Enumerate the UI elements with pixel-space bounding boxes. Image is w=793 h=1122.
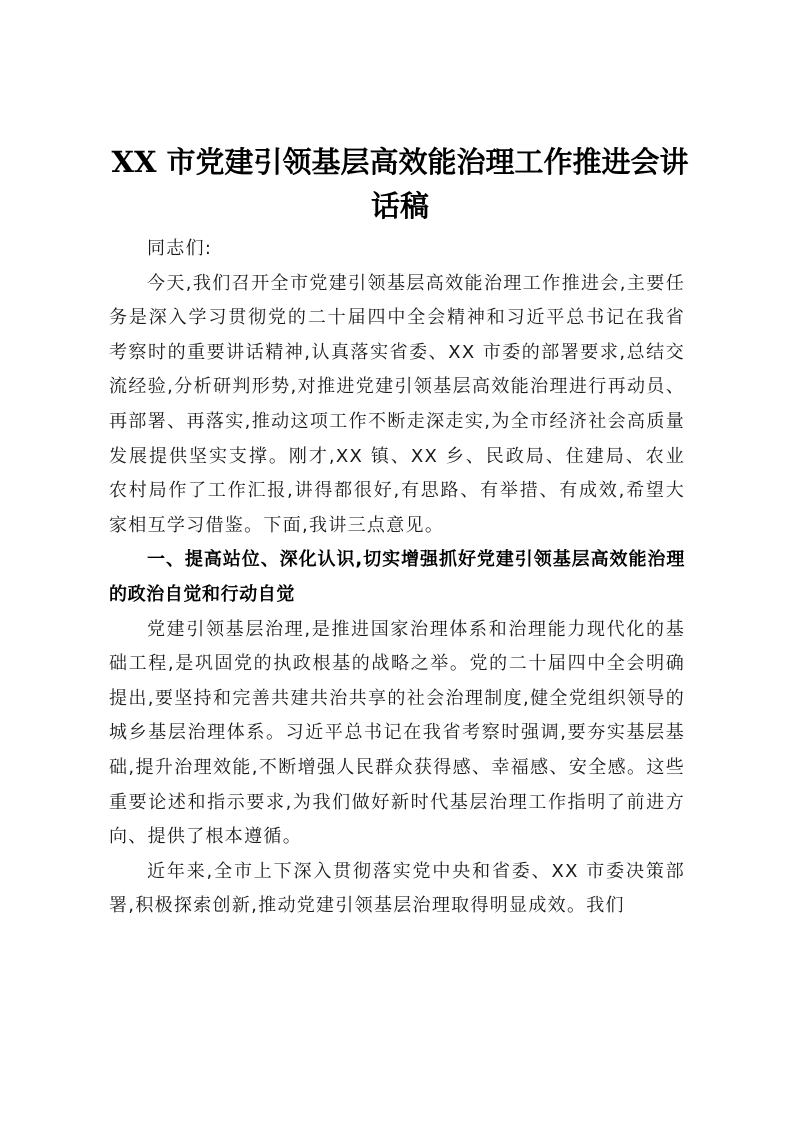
document-body	[109, 232, 685, 924]
body-paragraph: 党建引领基层治理,是推进国家治理体系和治理能力现代化的基础工程,是巩固党的执政根基的战略之举。党的二十届四中全会明确提出,要坚持和完善共建共治共享的社会治理制度,健全党组织领导的城乡基层治理体系。习近平总书记在我省考察时强调,要夯实基层基础,提升治理效能,不断增强人民群众获得感、幸福感、安全感。这些重要论述和指示要求,为我们做好新时代基层治理工作指明了前进方向、提供了根本遵循。	[109, 618, 685, 848]
section-heading: 一、提高站位、深化认识,切实增强抓好党建引领基层高效能治理的政治自觉和行动自觉	[109, 549, 685, 605]
document-title: XX 市党建引领基层高效能治理工作推进会讲话稿	[111, 145, 689, 223]
salutation: 同志们:	[147, 238, 213, 259]
body-paragraph: 今天,我们召开全市党建引领基层高效能治理工作推进会,主要任务是深入学习贯彻党的二十届四中全会精神和习近平总书记在我省考察时的重要讲话精神,认真落实省委、XX 市委的部署要求,总结交流经验,分析研判形势,对推进党建引领基层高效能治理进行再动员、再部署、再落实,推动这项工作不断走深走实,为全市经济社会高质量发展提供坚实支撑。刚才,XX 镇、XX 乡、民政局、住建局、农业农村局作了工作汇报,讲得都很好,有思路、有举措、有成效,希望大家相互学习借鉴。下面,我讲三点意见。	[109, 272, 685, 536]
body-paragraph: 近年来,全市上下深入贯彻落实党中央和省委、XX 市委决策部署,积极探索创新,推动党建引领基层治理取得明显成效。我们	[109, 860, 685, 917]
